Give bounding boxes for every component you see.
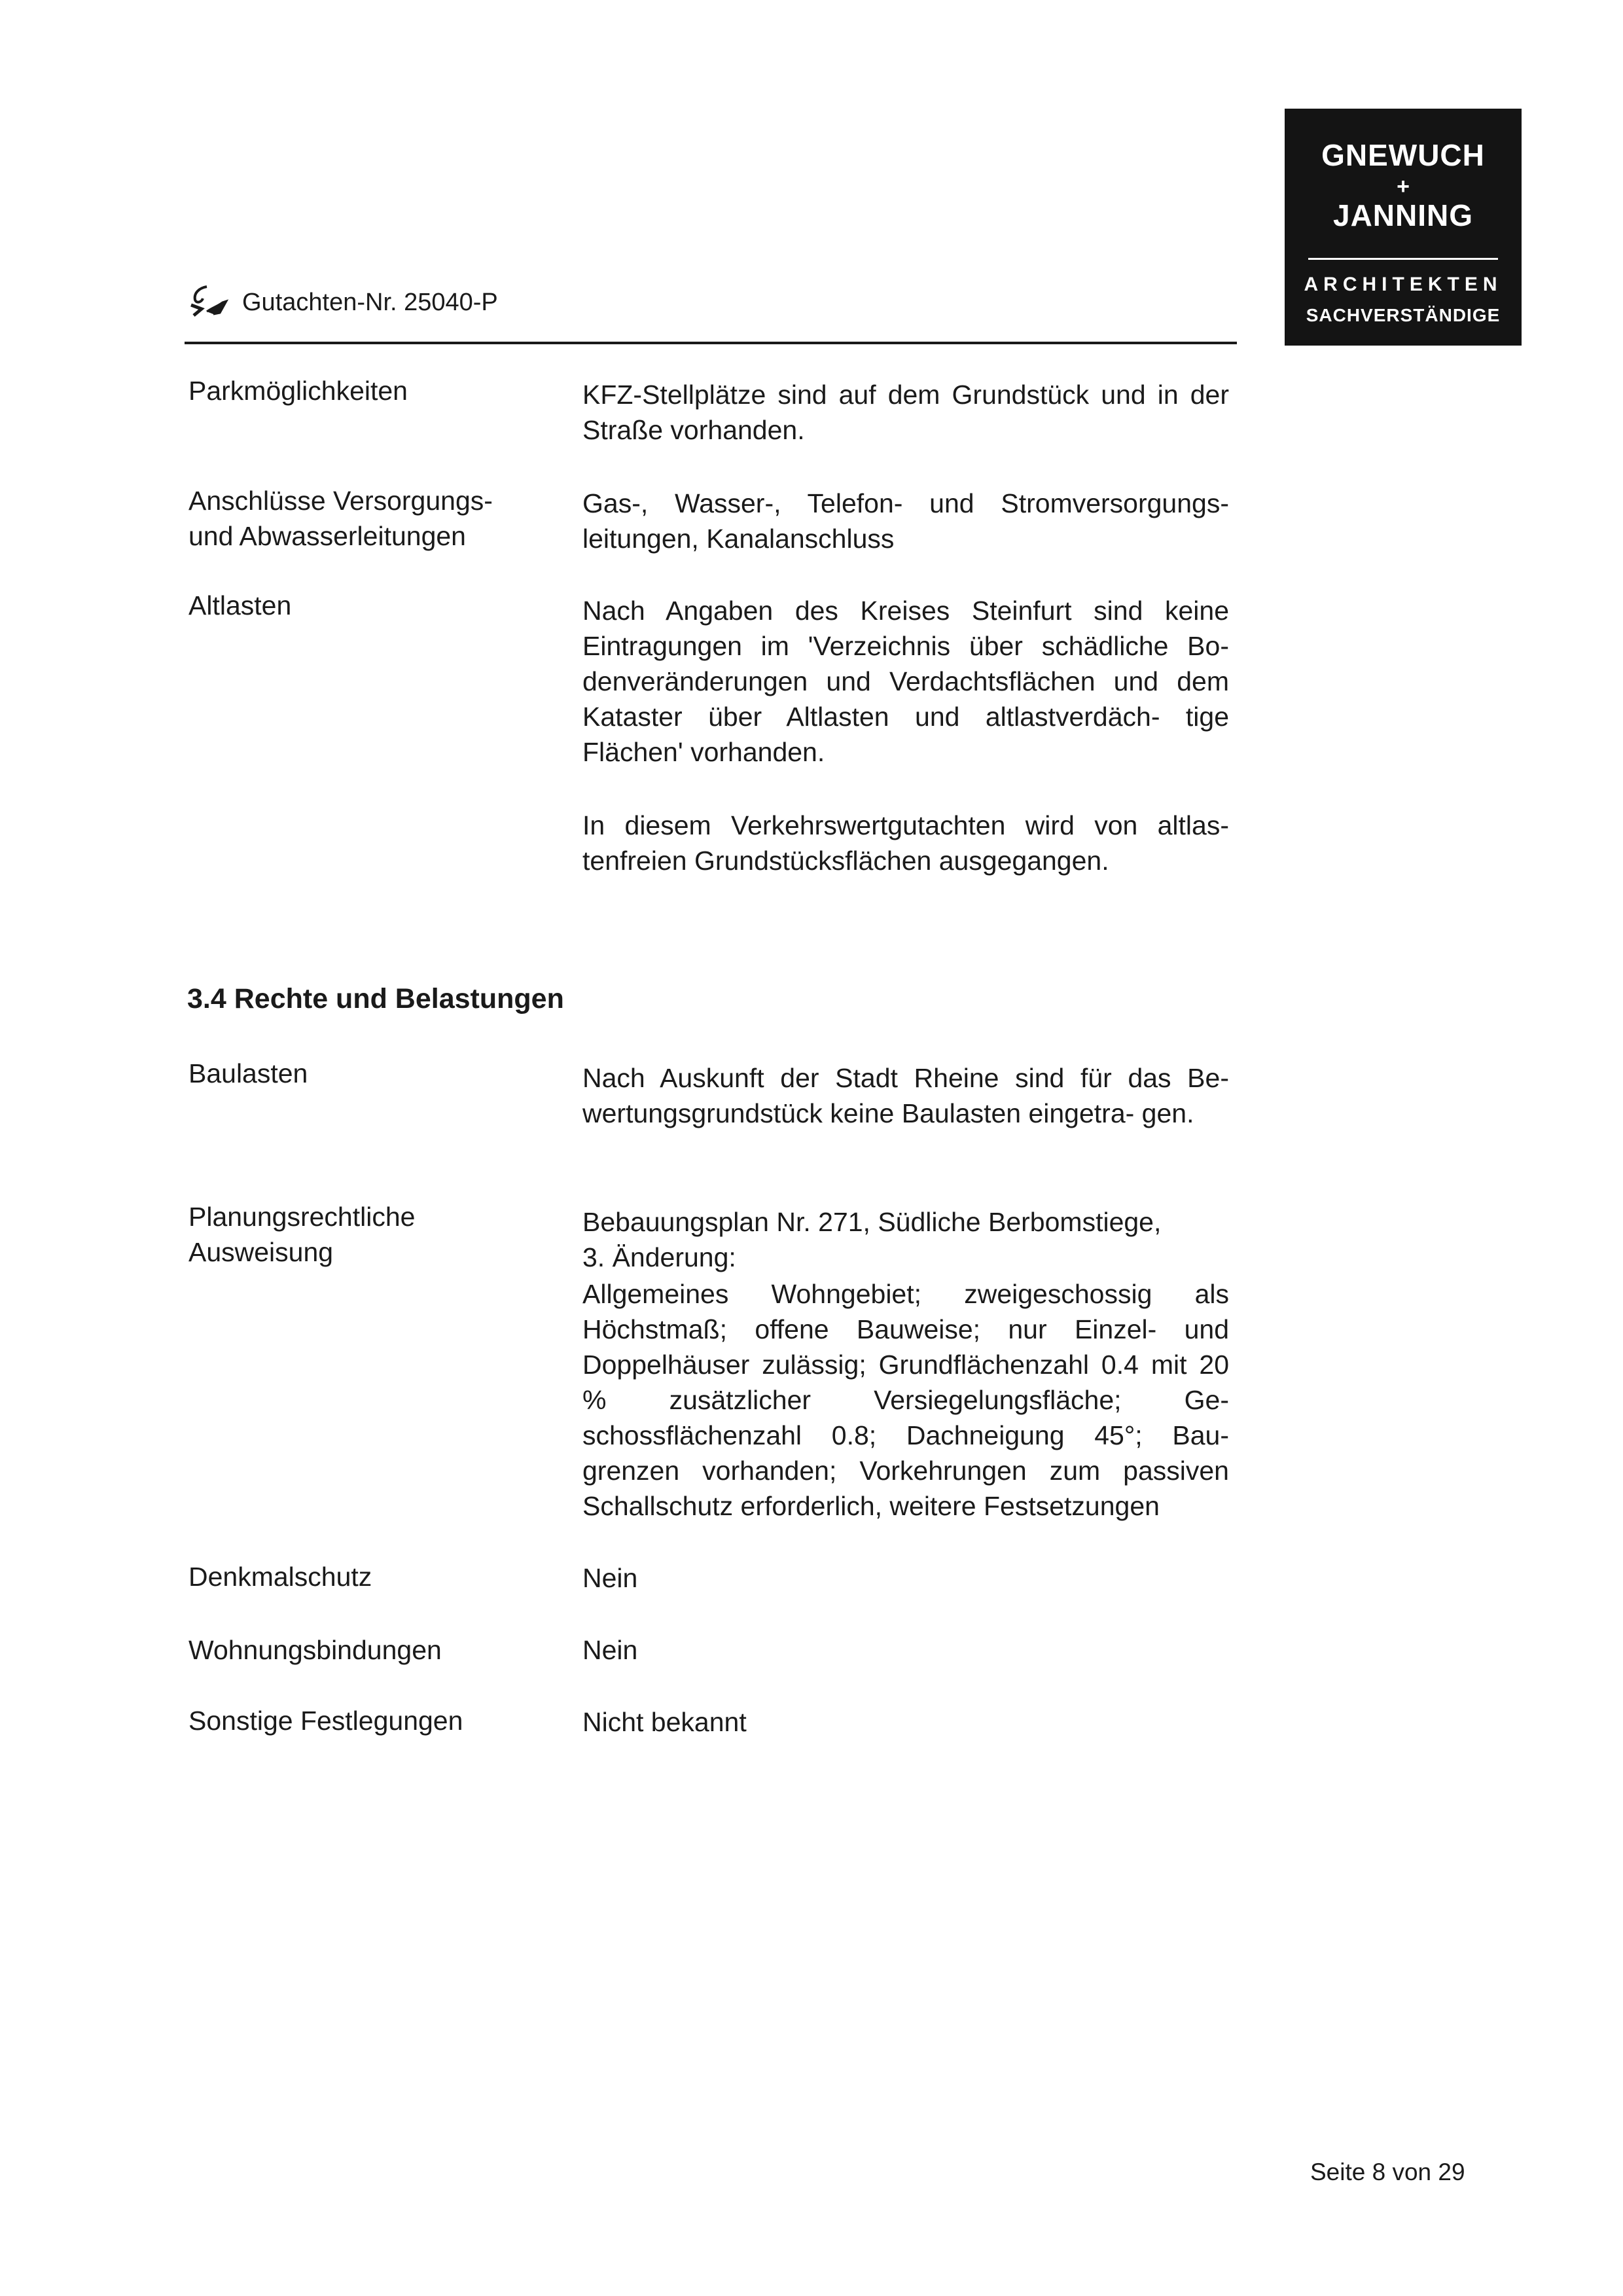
value-contamination-assumption: In diesem Verkehrswertgutachten wird von altlas- tenfreien Grundstücksflächen ausgegangen.	[582, 810, 1229, 876]
label-building-encumbrances: Baulasten	[188, 1058, 308, 1088]
label-parking: Parkmöglichkeiten	[188, 376, 408, 406]
logo-divider	[1308, 258, 1498, 260]
logo-subtitle-experts: SACHVERSTÄNDIGE	[1306, 305, 1501, 325]
value-zoning-details: Allgemeines Wohngebiet; zweigeschossig als Höchstmaß; offene Bauweise; nur Einzel- und Doppelhäuser zulässig; Grundflächenzahl 0.4 mit 20 % zusätzlicher Versiegelungsfläche; Ge- schossflächenzahl 0.8; Dachneigung 45°; Bau- grenzen vorhanden; Vorkehrungen zum passiven Schallschutz erforderlich, weitere Festsetzungen	[582, 1279, 1229, 1521]
logo-plus: +	[1397, 174, 1410, 199]
label-housing-commitments: Wohnungsbindungen	[188, 1635, 442, 1665]
value-housing-commitments: Nein	[582, 1635, 638, 1665]
label-monument-protection: Denkmalschutz	[188, 1562, 372, 1592]
logo-name-line1: GNEWUCH	[1321, 138, 1485, 172]
logo-subtitle-architects: ARCHITEKTEN	[1304, 274, 1503, 295]
label-zoning-line2: Ausweisung	[188, 1237, 334, 1267]
company-logo	[1285, 109, 1522, 346]
page-number: Seite 8 von 29	[1310, 2159, 1465, 2185]
value-contamination: Nach Angaben des Kreises Steinfurt sind keine Eintragungen im 'Verzeichnis über schädliche Bo- denveränderungen und Verdachtsflächen und dem Kataster über Altlasten und altlastverdäch- tige Flächen' vorhanden.	[582, 596, 1229, 767]
value-zoning-amendment: 3. Änderung:	[582, 1242, 736, 1272]
section-heading: 3.4 Rechte und Belastungen	[187, 983, 564, 1014]
signature-mark-icon	[187, 283, 230, 322]
value-parking: KFZ-Stellplätze sind auf dem Grundstück und in der Straße vorhanden.	[582, 380, 1229, 445]
report-number: Gutachten-Nr. 25040-P	[242, 288, 498, 316]
value-monument-protection: Nein	[582, 1563, 638, 1593]
label-utilities-line1: Anschlüsse Versorgungs-	[188, 486, 493, 516]
value-building-encumbrances: Nach Auskunft der Stadt Rheine sind für das Be- wertungsgrundstück keine Baulasten eingetra- gen.	[582, 1063, 1229, 1128]
report-header	[187, 283, 498, 322]
label-zoning-line1: Planungsrechtliche	[188, 1202, 416, 1232]
value-utilities: Gas-, Wasser-, Telefon- und Stromversorgungs- leitungen, Kanalanschluss	[582, 488, 1229, 554]
logo-name-line2: JANNING	[1332, 198, 1474, 232]
header-divider	[185, 342, 1237, 344]
value-other-stipulations: Nicht bekannt	[582, 1707, 747, 1737]
value-zoning-plan: Bebauungsplan Nr. 271, Südliche Berbomstiege,	[582, 1207, 1162, 1237]
label-contamination: Altlasten	[188, 590, 292, 620]
label-other-stipulations: Sonstige Festlegungen	[188, 1706, 463, 1736]
label-utilities-line2: und Abwasserleitungen	[188, 521, 466, 551]
